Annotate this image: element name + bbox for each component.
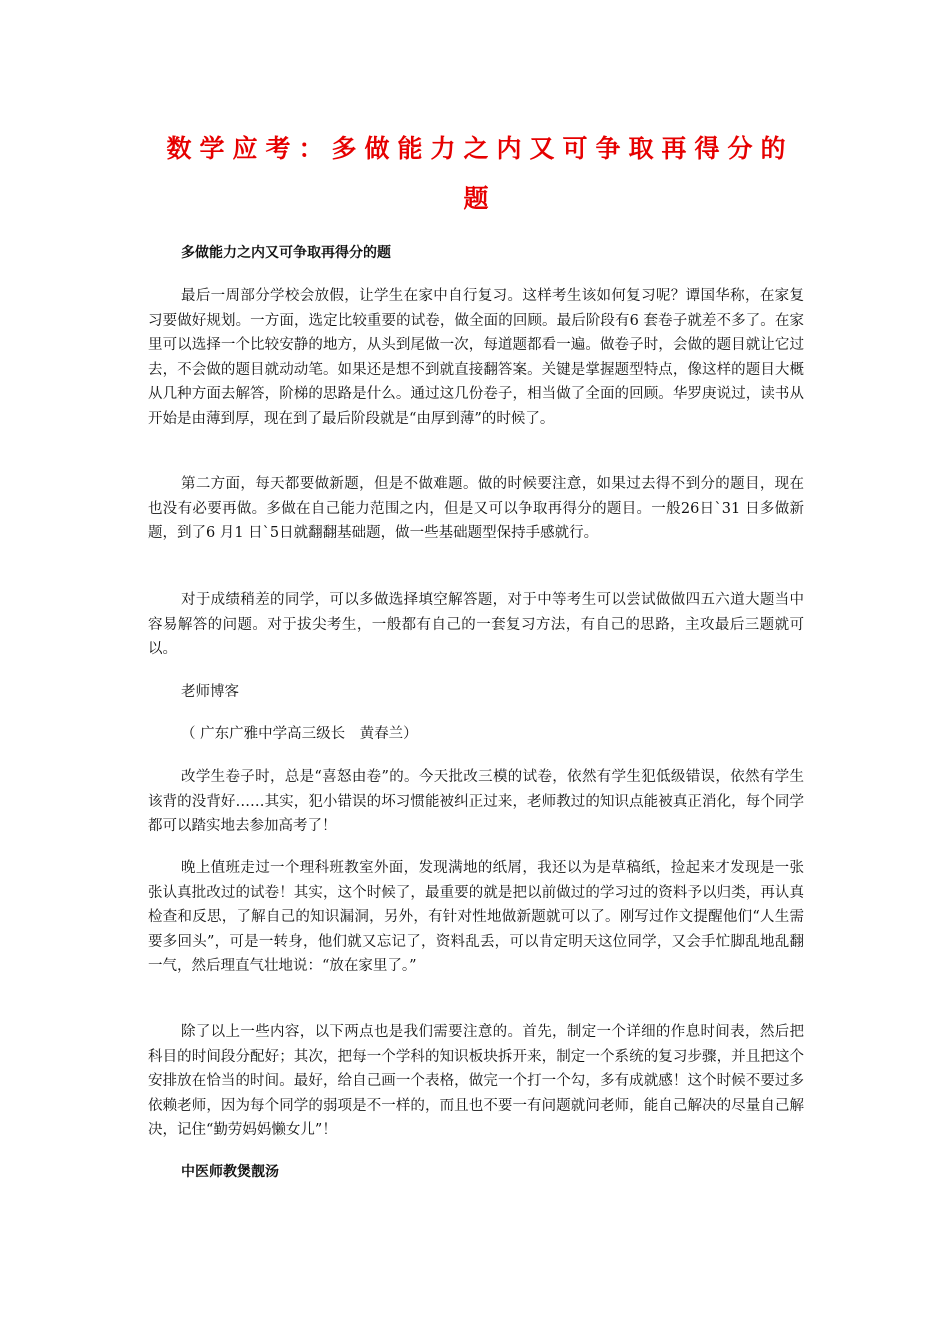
paragraph-text: 第二方面，每天都要做新题，但是不做难题。做的时候要注意，如果过去得不到分的题目，现在也没有必要再做。多做在自己能力范围之内，但是又可以争取再得分的题目。一般26日`31 日多做新题，到了6 月1 日`5日就翻翻基础题，做一些基础题型保持手感就行。 [148, 476, 804, 541]
section-label: 老师博客 [181, 684, 239, 700]
paragraph-3 [148, 588, 804, 662]
document-title-line-2: 题 [463, 184, 497, 213]
footer-heading: 中医师教煲靓汤 [181, 1164, 279, 1180]
paragraph-text: 最后一周部分学校会放假，让学生在家中自行复习。这样考生该如何复习呢？谭国华称，在家复习要做好规划。一方面，选定比较重要的试卷，做全面的回顾。最后阶段有6 套卷子就差不多了。在家里可以选择一个比较安静的地方，从头到尾做一次，每道题都看一遍。做卷子时，会做的题目就让它过去，不会做的题目就动动笔。如果还是想不到就直接翻答案。关键是掌握题型特点，像这样的题目大概从几种方面去解答，阶梯的思路是什么。通过这几份卷子，相当做了全面的回顾。华罗庚说过，读书从开始是由薄到厚，现在到了最后阶段就是“由厚到薄”的时候了。 [148, 288, 804, 427]
section-label-block [148, 680, 804, 705]
paragraph-6 [148, 1020, 804, 1143]
paragraph-5 [148, 856, 804, 979]
author-line-block [148, 722, 804, 747]
paragraph-4 [148, 765, 804, 839]
document-title-line-1: 数学应考：多做能力之内又可争取再得分的 [166, 134, 794, 163]
paragraph-text: 晚上值班走过一个理科班教室外面，发现满地的纸屑，我还以为是草稿纸，捡起来才发现是一张张认真批改过的试卷！其实，这个时候了，最重要的就是把以前做过的学习过的资料予以归类，再认真检查和反思，了解自己的知识漏洞，另外，有针对性地做新题就可以了。刚写过作文提醒他们“人生需要多回头”，可是一转身，他们就又忘记了，资料乱丢，可以肯定明天这位同学，又会手忙脚乱地乱翻一气，然后理直气壮地说：“放在家里了。” [148, 860, 804, 974]
footer-heading-block [148, 1160, 804, 1185]
author-line: （ 广东广雅中学高三级长 黄春兰） [181, 726, 418, 742]
paragraph-text: 改学生卷子时，总是“喜怒由卷”的。今天批改三模的试卷，依然有学生犯低级错误，依然有学生该背的没背好……其实，犯小错误的坏习惯能被纠正过来，老师教过的知识点能被真正消化，每个同学都可以踏实地去参加高考了！ [148, 769, 804, 834]
section-intro [148, 241, 804, 266]
paragraph-text: 除了以上一些内容，以下两点也是我们需要注意的。首先，制定一个详细的作息时间表，然后把科目的时间段分配好；其次，把每一个学科的知识板块拆开来，制定一个系统的复习步骤，并且把这个安排放在恰当的时间。最好，给自己画一个表格，做完一个打一个勾，多有成就感！这个时候不要过多依赖老师，因为每个同学的弱项是不一样的，而且也不要一有问题就问老师，能自己解决的尽量自己解决，记住“勤劳妈妈懒女儿”！ [148, 1024, 804, 1138]
paragraph-2 [148, 472, 804, 546]
paragraph-text: 对于成绩稍差的同学，可以多做选择填空解答题，对于中等考生可以尝试做做四五六道大题当中容易解答的问题。对于拔尖考生，一般都有自己的一套复习方法，有自己的思路，主攻最后三题就可以。 [148, 592, 804, 657]
paragraph-1 [148, 284, 804, 431]
section-subtitle: 多做能力之内又可争取再得分的题 [181, 245, 391, 261]
